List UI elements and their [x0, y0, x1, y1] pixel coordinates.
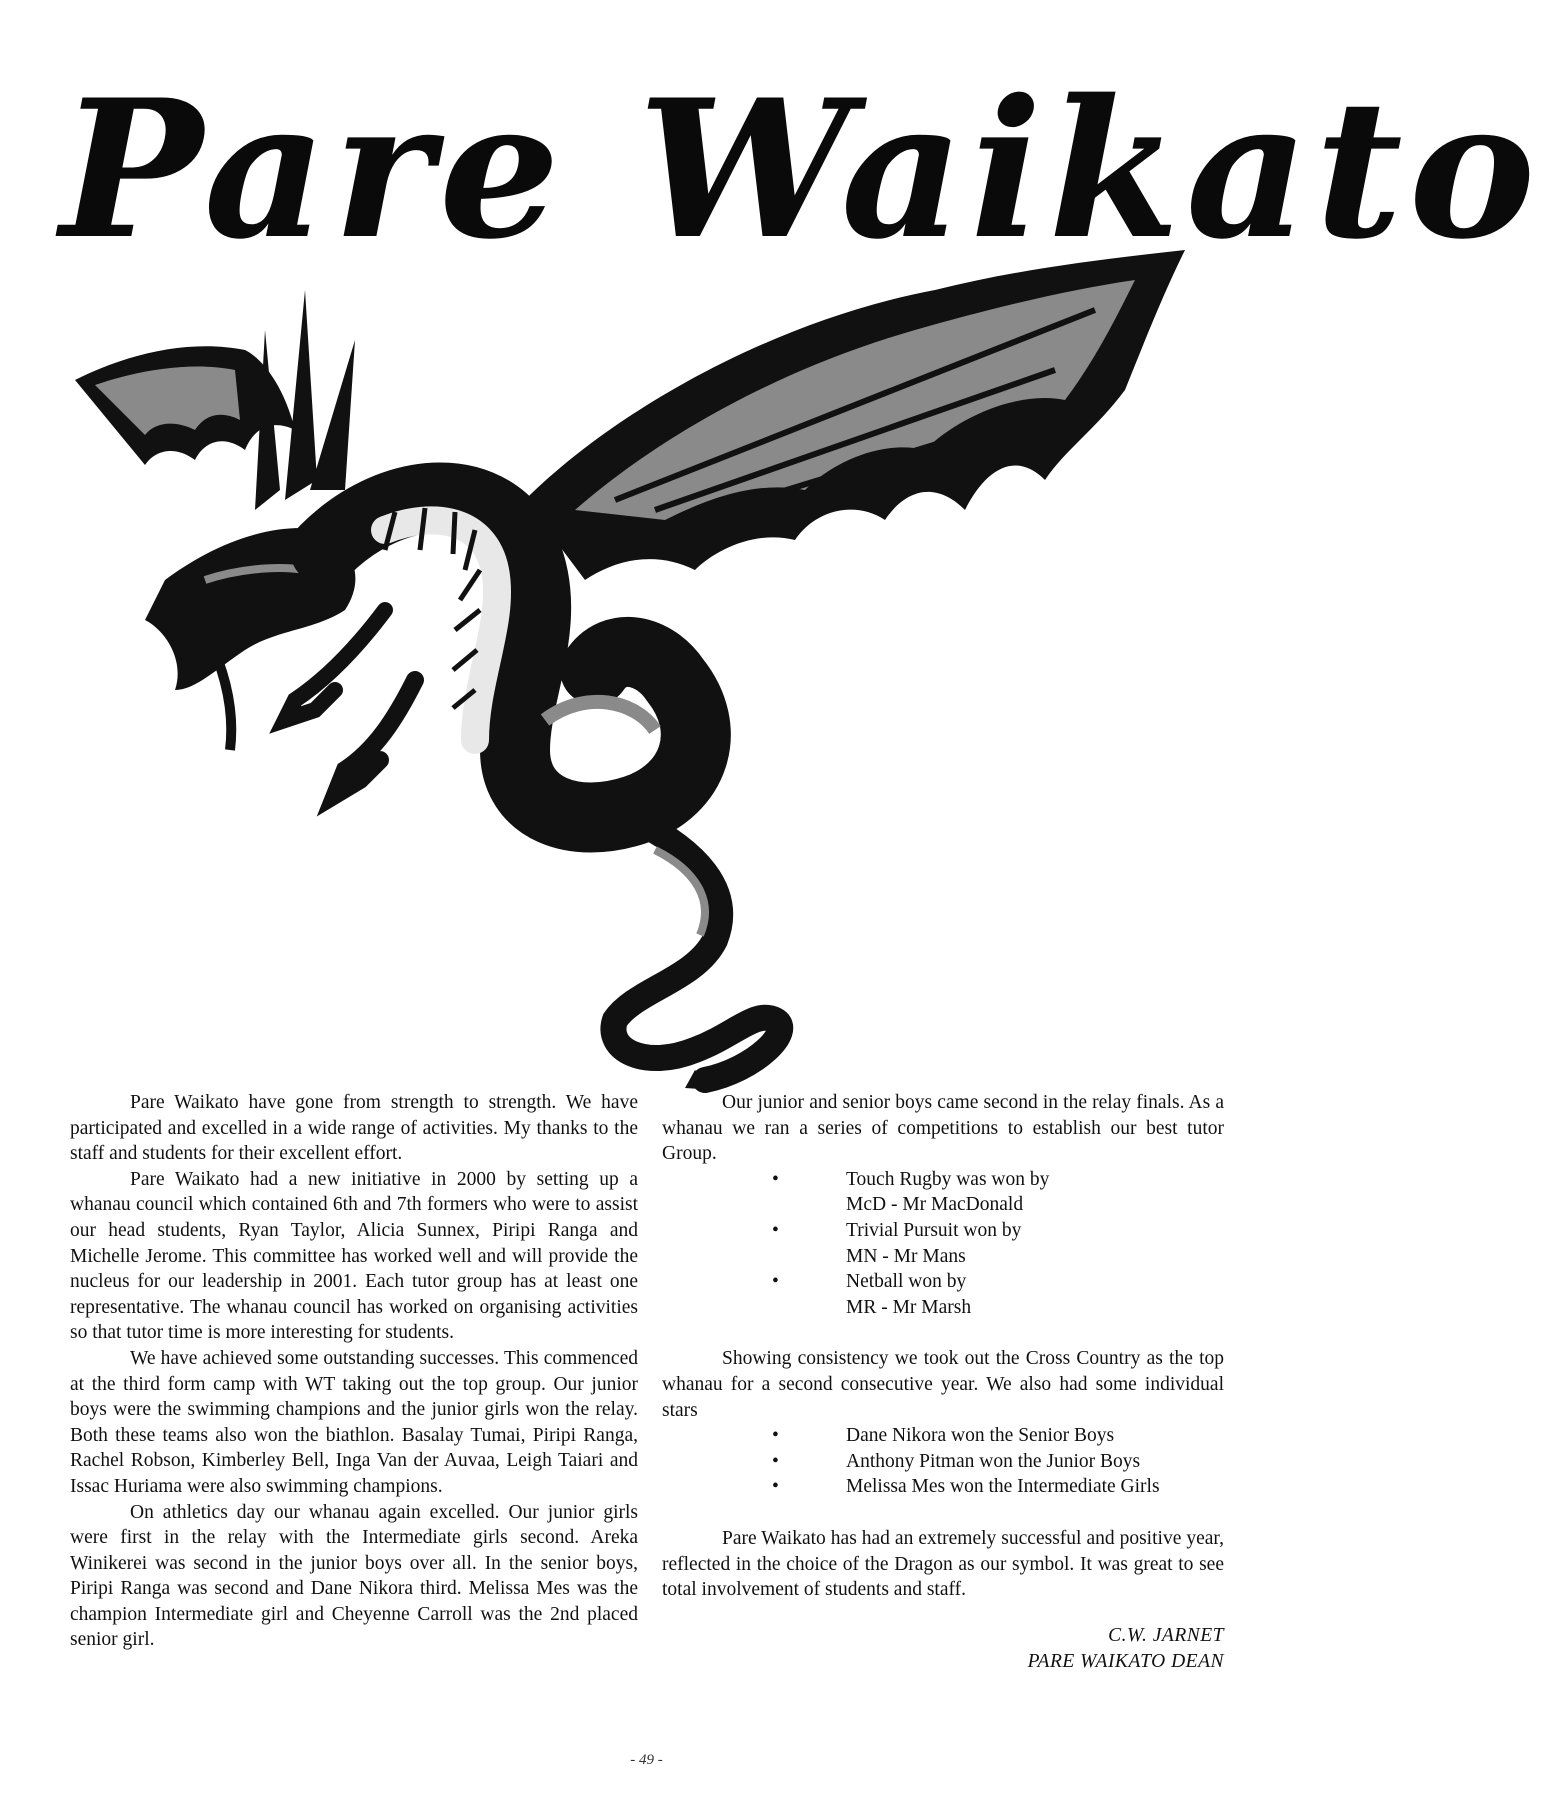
bullet-icon: • — [772, 1219, 779, 1241]
list-item-text: Melissa Mes won the Intermediate Girls — [846, 1476, 1160, 1498]
list-item — [772, 1423, 1224, 1449]
list-item — [772, 1269, 1224, 1320]
intro-paragraph: Pare Waikato have gone from strength to strength. We have participated and excelled in a wide range of activities. My thanks to the staff and students for their excellent effort. — [70, 1092, 638, 1165]
relay-paragraph: Our junior and senior boys came second in the relay finals. As a whanau we ran a series of competitions to establish our best tutor Group. — [662, 1092, 1224, 1165]
cross-country-paragraph: Showing consistency we took out the Cross Country as the top whanau for a second consecutive year. We also had some individual stars — [662, 1348, 1224, 1421]
list-item — [772, 1218, 1224, 1269]
successes-paragraph: We have achieved some outstanding successes. This commenced at the third form camp with WT taking out the top group. Our junior boys were the swimming champions and the junior girls won the relay. Both these teams also won the biathlon. Basalay Tumai, Piripi Ranga, Rachel Robson, Kimberley Bell, Inga Van der Auvaa, Leigh Taiari and Issac Huriama were also swimming champions. — [70, 1347, 638, 1497]
spacer — [662, 1320, 1224, 1346]
list-item-text: Dane Nikora won the Senior Boys — [846, 1425, 1115, 1447]
list-item-subtext: McD - Mr MacDonald — [846, 1194, 1024, 1216]
closing-paragraph: Pare Waikato has had an extremely successful and positive year, reflected in the choice of the Dragon as our symbol. It was great to see total involvement of students and staff. — [662, 1527, 1224, 1601]
page-title: Pare Waikato — [60, 58, 1541, 281]
bullet-icon: • — [772, 1271, 779, 1293]
athletics-paragraph: On athletics day our whanau again excelled. Our junior girls were first in the relay with the Intermediate girls second. Areka Winikerei was second in the junior boys over all. In the senior boys, Piripi Ranga was second and Dane Nikora third. Melissa Mes was the champion Intermediate girl and Cheyenne Carroll was the 2nd placed senior girl. — [70, 1501, 638, 1651]
right-column — [662, 1090, 1224, 1675]
list-item-subtext: MR - Mr Marsh — [846, 1296, 972, 1318]
list-item-text: Anthony Pitman won the Junior Boys — [846, 1450, 1141, 1472]
signature-name: C.W. JARNET — [1108, 1624, 1224, 1646]
signature-role: PARE WAIKATO DEAN — [1027, 1650, 1224, 1672]
bullet-icon: • — [772, 1168, 779, 1190]
list-item — [772, 1449, 1224, 1475]
council-paragraph: Pare Waikato had a new initiative in 2000 by setting up a whanau council which contained 6th and 7th formers who were to assist our head students, Ryan Taylor, Alicia Sunnex, Piripi Ranga and Michelle Jerome. This committee has worked well and will provide the nucleus for our leadership in 2001. Each tutor group has at least one representative. The whanau council has worked on organising activities so that tutor time is more interesting for students. — [70, 1168, 638, 1344]
dragon-illustration — [55, 250, 1215, 1090]
list-item-text: Touch Rugby was won by — [846, 1168, 1050, 1190]
signature — [662, 1623, 1224, 1675]
list-item-subtext: MN - Mr Mans — [846, 1245, 966, 1267]
competitions-list — [662, 1167, 1224, 1321]
bullet-icon: • — [772, 1476, 779, 1498]
spacer — [662, 1500, 1224, 1526]
stars-list — [662, 1423, 1224, 1500]
bullet-icon: • — [772, 1425, 779, 1447]
bullet-icon: • — [772, 1450, 779, 1472]
list-item-text: Netball won by — [846, 1271, 967, 1293]
list-item-text: Trivial Pursuit won by — [846, 1219, 1022, 1241]
list-item — [772, 1474, 1224, 1500]
page-number: - 49 - — [630, 1752, 663, 1768]
left-column — [70, 1090, 638, 1653]
list-item — [772, 1167, 1224, 1218]
